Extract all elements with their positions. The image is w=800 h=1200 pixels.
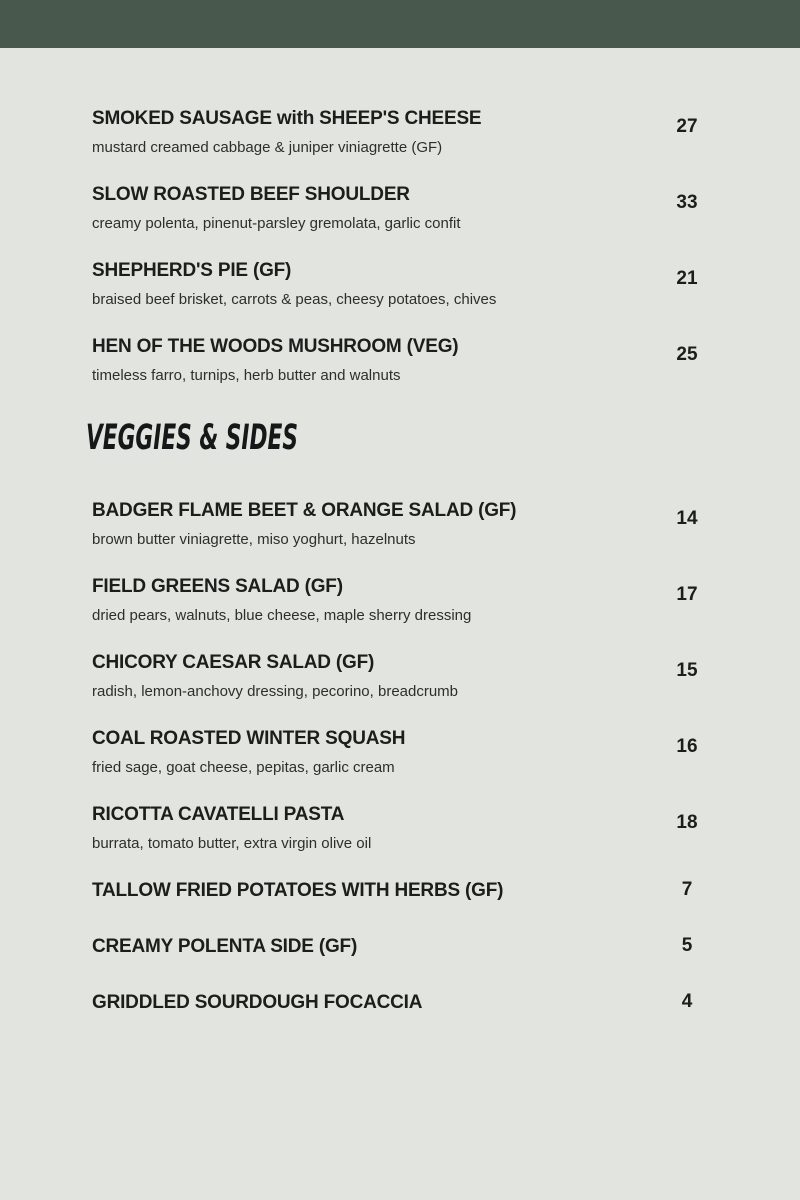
item-description: creamy polenta, pinenut-parsley gremolata, garlic confit <box>92 215 461 232</box>
menu-item <box>92 878 702 904</box>
item-name: HEN OF THE WOODS MUSHROOM (VEG) <box>92 336 459 357</box>
item-name: SMOKED SAUSAGE with SHEEP'S CHEESE <box>92 108 482 129</box>
section-title-row <box>86 410 702 498</box>
item-text <box>92 258 672 310</box>
item-text <box>92 182 672 234</box>
item-price: 17 <box>676 584 698 605</box>
item-name: SLOW ROASTED BEEF SHOULDER <box>92 184 410 205</box>
item-price: 15 <box>676 660 698 681</box>
menu-item <box>92 574 702 626</box>
item-name: CHICORY CAESAR SALAD (GF) <box>92 652 375 673</box>
item-text <box>92 650 672 702</box>
item-description: brown butter viniagrette, miso yoghurt, hazelnuts <box>92 531 416 548</box>
item-text <box>92 878 672 904</box>
item-text <box>92 334 672 386</box>
section-title-veggies-sides: VEGGIES & SIDES <box>86 418 298 458</box>
item-description: fried sage, goat cheese, pepitas, garlic cream <box>92 759 395 776</box>
item-description: timeless farro, turnips, herb butter and walnuts <box>92 367 401 384</box>
item-price: 18 <box>676 812 698 833</box>
menu-item <box>92 106 702 158</box>
menu-item <box>92 258 702 310</box>
item-name: TALLOW FRIED POTATOES WITH HERBS (GF) <box>92 880 504 901</box>
menu-item <box>92 650 702 702</box>
menu-item <box>92 802 702 854</box>
menu-item <box>92 182 702 234</box>
item-description: radish, lemon-anchovy dressing, pecorino, breadcrumb <box>92 683 459 700</box>
item-price: 25 <box>676 344 698 365</box>
item-name: SHEPHERD'S PIE (GF) <box>92 260 292 281</box>
item-name: FIELD GREENS SALAD (GF) <box>92 576 343 597</box>
menu-item <box>92 934 702 960</box>
item-description: dried pears, walnuts, blue cheese, maple sherry dressing <box>92 607 472 624</box>
item-description: braised beef brisket, carrots & peas, cheesy potatoes, chives <box>92 291 497 308</box>
item-price: 21 <box>676 268 698 289</box>
item-description: mustard creamed cabbage & juniper viniagrette (GF) <box>92 139 443 156</box>
item-text <box>92 106 672 158</box>
item-text <box>92 990 672 1016</box>
item-price: 16 <box>676 736 698 757</box>
veggies-sides-section <box>92 498 702 1016</box>
item-text <box>92 498 672 550</box>
item-price: 7 <box>681 879 693 900</box>
item-text <box>92 574 672 626</box>
item-price: 27 <box>676 116 698 137</box>
item-price: 4 <box>681 991 693 1012</box>
menu-item <box>92 334 702 386</box>
item-price: 5 <box>681 935 693 956</box>
item-price: 14 <box>676 508 698 529</box>
item-name: RICOTTA CAVATELLI PASTA <box>92 804 345 825</box>
menu-item <box>92 498 702 550</box>
item-text <box>92 726 672 778</box>
item-name: GRIDDLED SOURDOUGH FOCACCIA <box>92 992 423 1013</box>
menu-content <box>0 48 800 1016</box>
item-name: CREAMY POLENTA SIDE (GF) <box>92 936 358 957</box>
menu-item <box>92 990 702 1016</box>
item-text <box>92 802 672 854</box>
header-bar <box>0 0 800 48</box>
item-price: 33 <box>676 192 698 213</box>
item-text <box>92 934 672 960</box>
item-name: BADGER FLAME BEET & ORANGE SALAD (GF) <box>92 500 517 521</box>
item-description: burrata, tomato butter, extra virgin olive oil <box>92 835 372 852</box>
menu-item <box>92 726 702 778</box>
item-name: COAL ROASTED WINTER SQUASH <box>92 728 406 749</box>
entrees-section <box>92 106 702 386</box>
